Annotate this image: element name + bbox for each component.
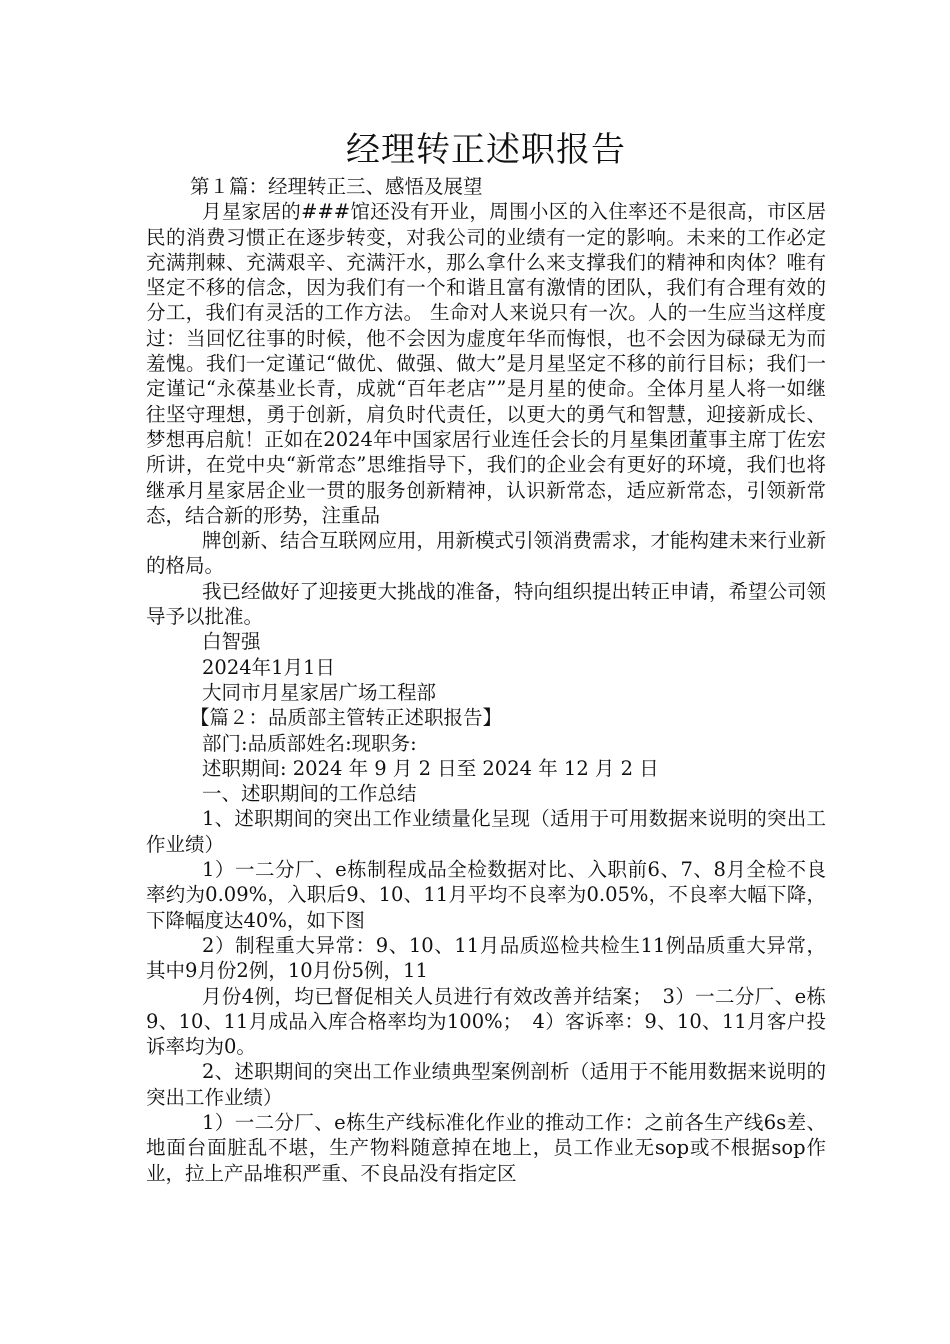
paragraph: 2）制程重大异常：9、10、11月品质巡检共检生11例品质重大异常，其中9月份2例，10月份5例，11 bbox=[146, 933, 826, 983]
document-title: 经理转正述职报告 bbox=[346, 130, 626, 170]
paragraph: 白智强 bbox=[202, 630, 261, 654]
paragraph: 1）一二分厂、e栋制程成品全检数据对比、入职前6、7、8月全检不良率约为0.09%，入职后9、10、11月平均不良率为0.05%，不良率大幅下降，下降幅度达40%，如下图 bbox=[146, 858, 826, 932]
paragraph: 我已经做好了迎接更大挑战的准备，特向组织提出转正申请，希望公司领导予以批准。 bbox=[146, 579, 827, 629]
section-heading: 【篇２：品质部主管转正述职报告】 bbox=[190, 706, 503, 730]
paragraph: 部门:品质部姓名:现职务: bbox=[202, 731, 417, 755]
paragraph: 牌创新、结合互联网应用，用新模式引领消费需求，才能构建未来行业新的格局。 bbox=[146, 529, 827, 578]
section-heading: 第１篇：经理转正三、感悟及展望 bbox=[190, 175, 483, 198]
paragraph: 月份4例，均已督促相关人员进行有效改善并结案； 3）一二分厂、e栋9、10、11月成品入库合格率均为100%； 4）客诉率：9、10、11月客户投诉率均为0。 bbox=[146, 984, 826, 1059]
paragraph: 一、述职期间的工作总结 bbox=[202, 782, 417, 806]
paragraph: 2024年1月1日 bbox=[202, 655, 335, 679]
paragraph: 月星家居的###馆还没有开业，周围小区的入住率还不是很高，市区居民的消费习惯正在逐步转变，对我公司的业绩有一定的影响。未来的工作必定充满荆棘、充满艰辛、充满汗水，那么拿什么来支撑我们的精神和肉体？唯有坚定不移的信念，因为我们有一个和谐且富有激情的团队，我们有合理有效的分工，我们有灵活的工作方法。 生命对人来说只有一次。人的一生应当这样度过：当回忆往事的时候，他不会因为虚度年华而悔恨，也不会因为碌碌无为而羞愧。我们一定谨记“做优、做强、做大”是月星坚定不移的前行目标；我们一定谨记“永葆基业长青，成就“百年老店””是月星的使命。全体月星人将一如继往坚守理想，勇于创新，肩负时代责任，以更大的勇气和智慧，迎接新成长、梦想再启航！正如在2024年中国家居行业连任会长的月星集团董事主席丁佐宏所讲，在党中央“新常态”思维指导下，我们的企业会有更好的环境，我们也将继承月星家居企业一贯的服务创新精神，认识新常态，适应新常态，引领新常态，结合新的形势，注重品 bbox=[146, 200, 826, 527]
paragraph: 大同市月星家居广场工程部 bbox=[202, 680, 437, 704]
paragraph: 1）一二分厂、e栋生产线标准化作业的推动工作：之前各生产线6s差、地面台面脏乱不堪，生产物料随意掉在地上，员工作业无sop或不根据sop作业，拉上产品堆积严重、不良品没有指定区 bbox=[146, 1110, 826, 1185]
paragraph: 述职期间: 2024 年 9 月 2 日至 2024 年 12 月 2 日 bbox=[202, 756, 659, 780]
document-body bbox=[146, 174, 826, 1186]
document-page bbox=[146, 128, 826, 1186]
paragraph: 1、述职期间的突出工作业绩量化呈现（适用于可用数据来说明的突出工作业绩） bbox=[146, 807, 826, 856]
paragraph: 2、述职期间的突出工作业绩典型案例剖析（适用于不能用数据来说明的突出工作业绩） bbox=[146, 1060, 826, 1109]
